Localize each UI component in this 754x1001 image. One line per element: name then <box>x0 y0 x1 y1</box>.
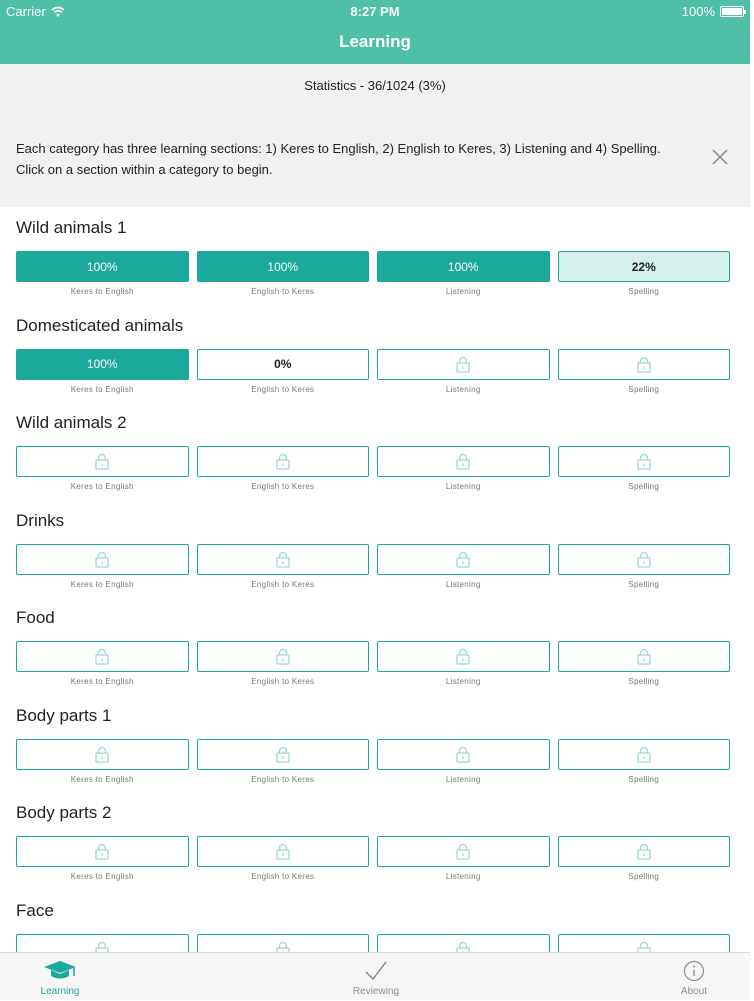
category-title: Food <box>16 608 55 627</box>
category-title: Wild animals 1 <box>16 218 127 237</box>
section-label: Listening <box>445 872 481 881</box>
section-progress-value: 0% <box>274 357 292 371</box>
section-label: Spelling <box>628 482 660 491</box>
section-label: English to Keres <box>251 579 315 589</box>
section-button[interactable] <box>558 544 731 589</box>
section-group <box>16 446 730 491</box>
section-button[interactable] <box>197 836 370 881</box>
category-title: Domesticated animals <box>16 315 184 335</box>
category-title: Wild animals 2 <box>16 413 127 432</box>
lock-icon <box>95 551 109 568</box>
tab-reviewing[interactable] <box>316 953 436 1001</box>
category-row <box>0 695 750 793</box>
section-label: Keres to English <box>70 384 134 394</box>
section-button[interactable] <box>16 641 189 686</box>
section-locked-box[interactable] <box>197 641 370 672</box>
category-row <box>0 597 750 695</box>
section-locked-box[interactable] <box>16 446 189 477</box>
section-button[interactable] <box>377 251 550 296</box>
section-locked-box[interactable] <box>558 739 731 770</box>
lock-icon <box>95 746 109 763</box>
tab-about[interactable] <box>634 953 754 1001</box>
section-locked-box[interactable] <box>558 349 731 380</box>
category-row <box>0 792 750 890</box>
section-locked-box[interactable] <box>558 544 731 575</box>
section-label: Listening <box>445 579 481 589</box>
section-button[interactable] <box>377 641 550 686</box>
section-button[interactable] <box>197 544 370 589</box>
lock-icon <box>276 551 290 568</box>
section-label: Keres to English <box>70 774 134 784</box>
section-button[interactable] <box>16 349 189 394</box>
section-label: Keres to English <box>70 677 134 686</box>
lock-icon <box>456 843 470 860</box>
close-icon[interactable] <box>710 147 730 167</box>
lock-icon <box>637 746 651 763</box>
section-locked-box[interactable] <box>558 641 731 672</box>
lock-icon <box>456 648 470 665</box>
section-button[interactable] <box>377 739 550 784</box>
section-label: Spelling <box>628 774 660 784</box>
lock-icon <box>456 356 470 373</box>
lock-icon <box>95 843 109 860</box>
section-locked-box[interactable] <box>558 836 731 867</box>
lock-icon <box>95 648 109 665</box>
tab-learning[interactable] <box>0 953 120 1001</box>
section-label: English to Keres <box>251 872 315 881</box>
section-button[interactable] <box>16 446 189 491</box>
section-label: Keres to English <box>70 287 134 296</box>
tab-bar <box>0 952 750 1000</box>
section-progress-box[interactable] <box>197 349 370 380</box>
section-locked-box[interactable] <box>197 739 370 770</box>
section-progress-box[interactable] <box>16 251 189 282</box>
section-locked-box[interactable] <box>16 836 189 867</box>
section-group <box>16 836 730 881</box>
section-button[interactable] <box>16 251 189 296</box>
section-locked-box[interactable] <box>377 739 550 770</box>
section-group <box>16 641 730 686</box>
section-progress-value: 100% <box>267 259 299 274</box>
section-progress-value: 100% <box>447 259 479 274</box>
lock-icon <box>637 551 651 568</box>
nav-title: Learning <box>339 32 411 51</box>
lock-icon <box>276 746 290 763</box>
section-button[interactable] <box>558 641 731 686</box>
section-label: Spelling <box>628 677 660 686</box>
lock-icon <box>637 843 651 860</box>
statistics-text: Statistics - 36/1024 (3%) <box>304 78 446 93</box>
section-group <box>16 349 730 394</box>
lock-icon <box>456 551 470 568</box>
section-button[interactable] <box>377 544 550 589</box>
section-label: Keres to English <box>70 579 134 589</box>
lock-icon <box>276 453 290 470</box>
category-title: Body parts 2 <box>16 803 112 822</box>
section-button[interactable] <box>558 446 731 491</box>
section-label: Keres to English <box>70 482 134 491</box>
section-label: English to Keres <box>251 774 315 784</box>
section-label: Spelling <box>628 384 660 394</box>
section-button[interactable] <box>558 349 731 394</box>
info-icon <box>683 960 705 982</box>
section-label: English to Keres <box>251 677 315 686</box>
section-label: English to Keres <box>251 287 315 296</box>
section-button[interactable] <box>197 251 370 296</box>
graduation-cap-icon <box>43 960 77 982</box>
section-locked-box[interactable] <box>16 544 189 575</box>
lock-icon <box>456 746 470 763</box>
category-list[interactable] <box>0 207 750 952</box>
section-locked-box[interactable] <box>377 544 550 575</box>
section-button[interactable] <box>558 251 731 296</box>
section-button[interactable] <box>197 739 370 784</box>
section-locked-box[interactable] <box>197 446 370 477</box>
section-button[interactable] <box>558 739 731 784</box>
section-locked-box[interactable] <box>377 836 550 867</box>
section-group <box>16 739 730 784</box>
section-label: English to Keres <box>251 482 315 491</box>
section-label: Spelling <box>628 287 660 296</box>
category-row <box>0 207 750 305</box>
section-label: Spelling <box>628 579 660 589</box>
section-progress-value: 100% <box>86 259 118 274</box>
lock-icon <box>456 453 470 470</box>
section-button[interactable] <box>16 739 189 784</box>
section-progress-box[interactable] <box>377 251 550 282</box>
section-locked-box[interactable] <box>197 836 370 867</box>
category-title: Drinks <box>16 510 65 530</box>
category-row <box>0 305 750 403</box>
section-label: Listening <box>445 482 481 491</box>
top-bar <box>0 0 750 64</box>
category-title: Face <box>16 900 54 920</box>
category-row <box>0 402 750 500</box>
lock-icon <box>95 453 109 470</box>
section-group <box>16 251 730 296</box>
carrier-label: Carrier <box>6 4 46 19</box>
section-locked-box[interactable] <box>197 544 370 575</box>
checkmark-icon <box>364 960 388 982</box>
section-locked-box[interactable] <box>16 641 189 672</box>
category-title: Body parts 1 <box>16 705 112 725</box>
section-label: Keres to English <box>70 872 134 881</box>
section-button[interactable] <box>377 349 550 394</box>
section-group <box>16 544 730 589</box>
section-progress-box[interactable] <box>16 349 189 380</box>
lock-icon <box>276 648 290 665</box>
section-button[interactable] <box>16 836 189 881</box>
clock: 8:27 PM <box>350 4 400 19</box>
instructions-text: Each category has three learning sections: 1) Keres to English, 2) English to Keres, 3) Listening and 4) Spelling. Click on a section within a category to begin. <box>16 141 661 177</box>
section-label: Listening <box>445 677 481 686</box>
section-locked-box[interactable] <box>377 349 550 380</box>
battery-icon <box>720 6 744 17</box>
section-locked-box[interactable] <box>558 446 731 477</box>
section-button[interactable] <box>377 836 550 881</box>
section-locked-box[interactable] <box>16 739 189 770</box>
lock-icon <box>276 843 290 860</box>
section-button[interactable] <box>197 446 370 491</box>
lock-icon <box>637 453 651 470</box>
section-locked-box[interactable] <box>377 446 550 477</box>
section-label: English to Keres <box>251 384 315 394</box>
section-label: Listening <box>445 774 481 784</box>
section-locked-box[interactable] <box>377 641 550 672</box>
section-progress-value: 22% <box>631 259 656 274</box>
battery-percent: 100% <box>681 4 715 19</box>
section-progress-value: 100% <box>86 357 118 371</box>
section-progress-box[interactable] <box>558 251 731 282</box>
section-button[interactable] <box>558 836 731 881</box>
section-label: Spelling <box>628 872 660 881</box>
section-label: Listening <box>445 384 481 394</box>
section-progress-box[interactable] <box>197 251 370 282</box>
tab-label: About <box>680 986 708 997</box>
lock-icon <box>637 648 651 665</box>
section-button[interactable] <box>377 446 550 491</box>
tab-label: Learning <box>40 986 80 997</box>
status-bar <box>0 0 750 22</box>
category-row <box>0 500 750 598</box>
statistics-panel <box>0 64 750 207</box>
lock-icon <box>637 356 651 373</box>
tab-label: Reviewing <box>352 986 400 997</box>
section-button[interactable] <box>197 641 370 686</box>
section-button[interactable] <box>197 349 370 394</box>
section-label: Listening <box>445 287 481 296</box>
section-button[interactable] <box>16 544 189 589</box>
